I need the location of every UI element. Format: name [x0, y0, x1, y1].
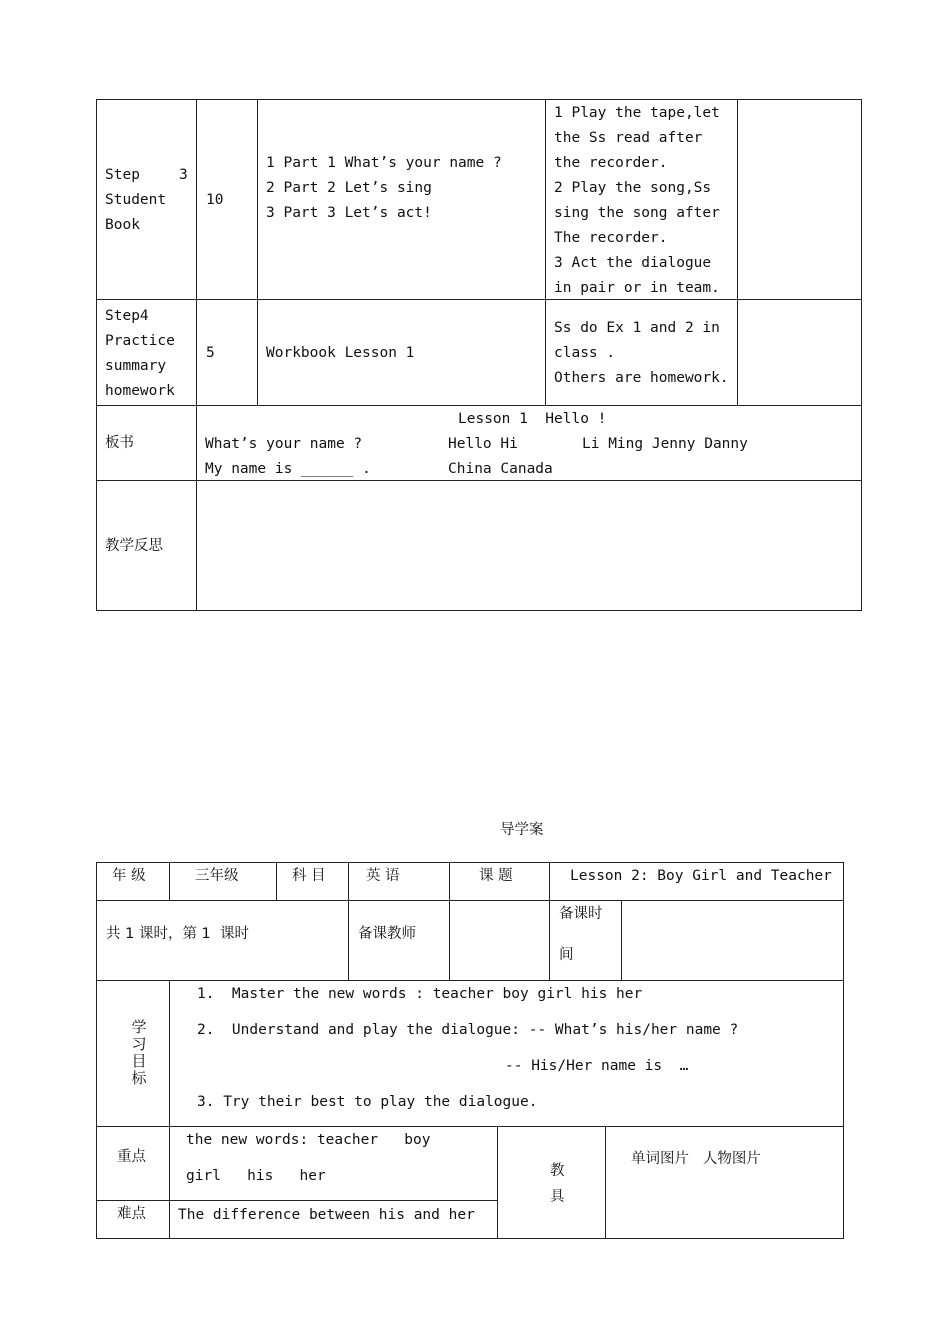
board-sentence-2: My name is ______ . [205, 461, 371, 477]
board-title: Lesson 1 Hello ! [458, 411, 607, 427]
key-line-2: girl his her [186, 1168, 326, 1184]
board-label: 板书 [105, 435, 134, 451]
objectives-label: 学 习 目 标 [131, 1018, 147, 1087]
objective-2-answer: -- His/Her name is … [505, 1058, 689, 1074]
board-words-1: Hello Hi [448, 436, 518, 452]
reflection-label: 教学反思 [105, 538, 163, 554]
objective-3: 3. Try their best to play the dialogue. [197, 1094, 538, 1110]
difficult-label: 难点 [117, 1206, 146, 1222]
objective-2: 2. Understand and play the dialogue: -- What’s his/her name ? [197, 1022, 739, 1038]
topic-value: Lesson 2: Boy Girl and Teacher [570, 868, 832, 884]
tools-label-2: 具 [550, 1189, 565, 1205]
key-label: 重点 [117, 1149, 146, 1165]
grade-value: 三年级 [195, 868, 239, 884]
step4-time: 5 [206, 345, 215, 361]
step3-time: 10 [206, 192, 224, 208]
tools-value: 单词图片 人物图片 [631, 1151, 761, 1167]
tools-label-1: 教 [550, 1163, 565, 1179]
prep-time-label-1: 备课时 [559, 906, 603, 922]
subject-value: 英 语 [366, 868, 400, 884]
step4-content: Workbook Lesson 1 [266, 345, 415, 361]
difficult-value: The difference between his and her [178, 1207, 475, 1223]
board-sentence-1: What’s your name ? [205, 436, 363, 452]
objective-1: 1. Master the new words : teacher boy girl his her [197, 986, 643, 1002]
key-line-1: the new words: teacher boy [186, 1132, 431, 1148]
section-title: 导学案 [500, 822, 544, 838]
teacher-label: 备课教师 [358, 926, 416, 942]
board-names: Li Ming Jenny Danny [582, 436, 748, 452]
board-countries: China Canada [448, 461, 553, 477]
subject-label: 科 目 [292, 868, 326, 884]
prep-time-label-2: 间 [559, 947, 574, 963]
grade-label: 年 级 [112, 868, 146, 884]
period-info: 共 1 课时，第 1 课时 [106, 926, 249, 942]
topic-label: 课 题 [479, 868, 513, 884]
